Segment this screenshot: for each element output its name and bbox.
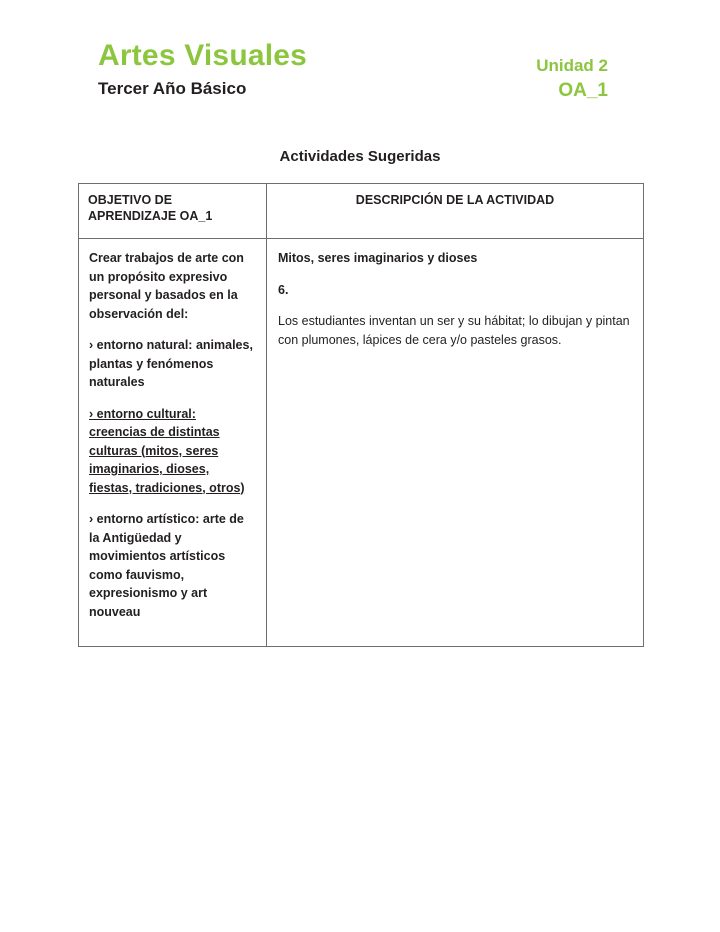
- activity-description: Los estudiantes inventan un ser y su hábitat; lo dibujan y pintan con plumones, lápices de cera y/o pasteles grasos.: [278, 314, 630, 347]
- column-header-description: DESCRIPCIÓN DE LA ACTIVIDAD: [355, 193, 555, 207]
- section-title: Actividades Sugeridas: [279, 148, 441, 165]
- objective-bullet-artistico: › entorno artístico: arte de la Antigüedad y movimientos artísticos como fauvismo, expresionismo y art nouveau: [89, 512, 244, 619]
- table-row: [79, 239, 643, 646]
- oa-code-label: OA_1: [558, 80, 608, 101]
- page-title: Artes Visuales: [98, 39, 308, 72]
- document-header: [98, 38, 622, 100]
- objective-intro: Crear trabajos de arte con un propósito expresivo personal y basados en la observación del:: [89, 251, 244, 321]
- objective-cell: [79, 239, 267, 646]
- objective-bullet-cultural: › entorno cultural: creencias de distintas culturas (mitos, seres imaginarios, dioses, fiestas, tradiciones, otros): [89, 406, 245, 495]
- activity-title: Mitos, seres imaginarios y dioses: [278, 251, 478, 265]
- unit-label: Unidad 2: [536, 56, 608, 75]
- activity-number: 6.: [278, 282, 289, 297]
- header-titles: [98, 38, 307, 100]
- activities-table: [78, 183, 644, 647]
- page-subtitle: Tercer Año Básico: [98, 79, 247, 98]
- header-unit-info: [536, 54, 608, 104]
- objective-bullet-natural: › entorno natural: animales, plantas y fenómenos naturales: [89, 338, 253, 389]
- table-header-row: [79, 184, 643, 239]
- column-header-objective: OBJETIVO DE APRENDIZAJE OA_1: [79, 184, 267, 238]
- activity-cell: [267, 239, 643, 646]
